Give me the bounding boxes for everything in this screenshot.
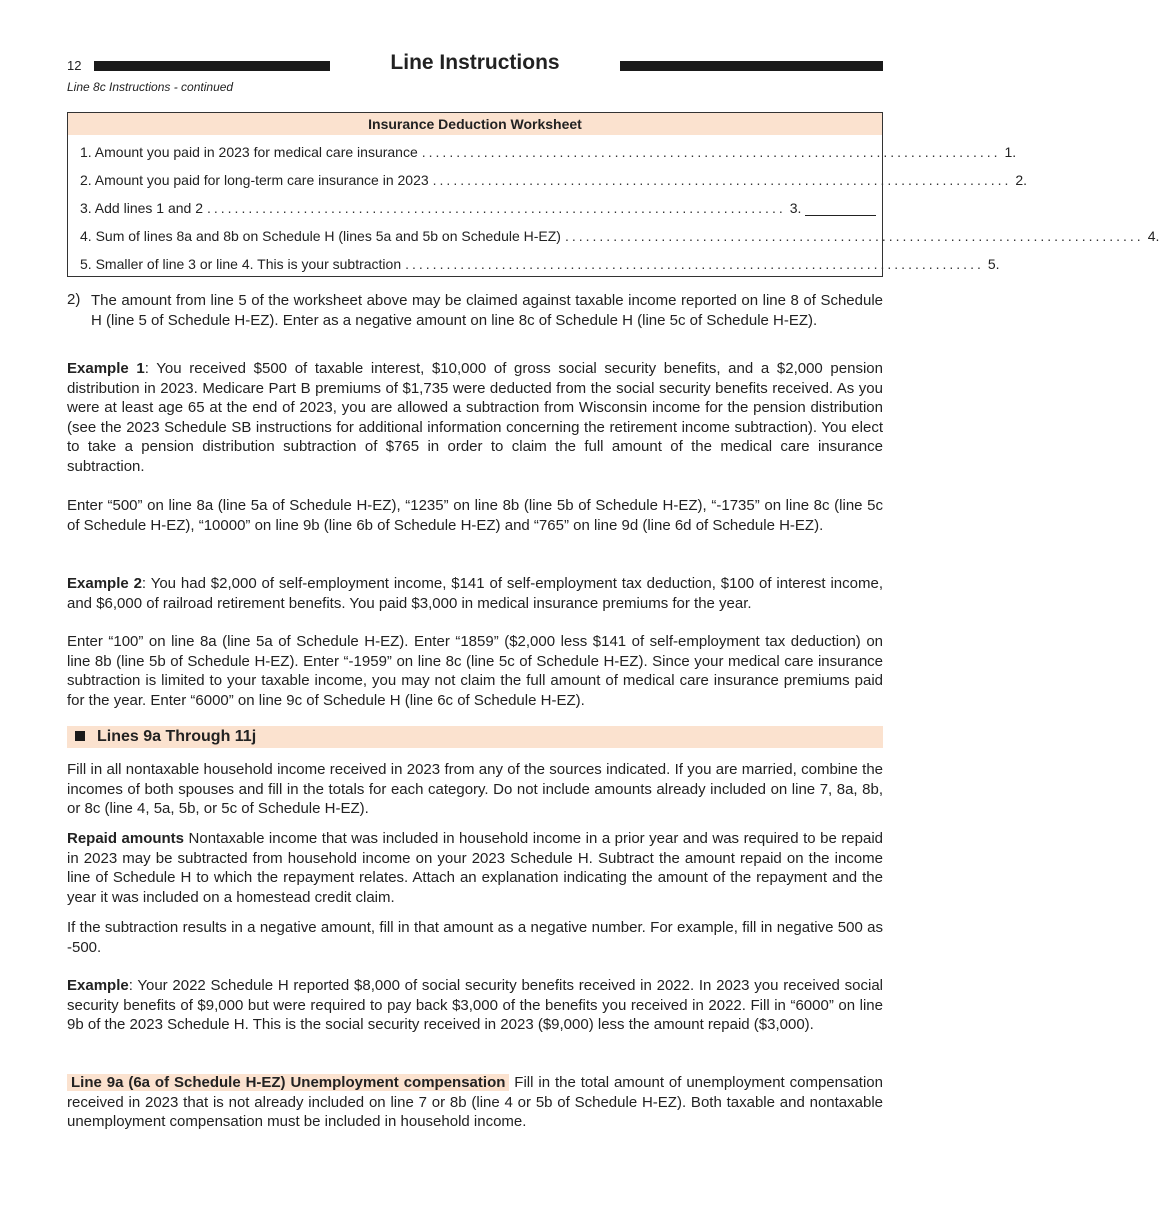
- negative-amount-paragraph: If the subtraction results in a negative amount, fill in that amount as a negative number. For example, fill in negative 500 as -500.: [67, 919, 883, 956]
- leader-dots: ....................................................................................: [432, 172, 1012, 188]
- line-9a-paragraph: [67, 1073, 883, 1132]
- item-number: 2): [67, 291, 81, 308]
- worksheet-row-number: 4.: [1147, 228, 1159, 244]
- page-title: Line Instructions: [390, 51, 560, 74]
- example-2-text: : You had $2,000 of self-employment income, $141 of self-employment tax deduction, $100 of interest income, and $6,000 of railroad retirement benefits. You paid $3,000 in medical insurance premiums for the year.: [67, 575, 883, 612]
- item-2-text: The amount from line 5 of the worksheet above may be claimed against taxable income reported on line 8 of Schedule H (line 5 of Schedule H-EZ). Enter as a negative amount on line 8c of Schedule H (line 5c of Schedule H-EZ).: [91, 292, 883, 329]
- repaid-amounts-label: Repaid amounts: [67, 830, 185, 847]
- worksheet-row-label: 1. Amount you paid in 2023 for medical care insurance: [80, 144, 418, 160]
- example-2-enter: Enter “100” on line 8a (line 5a of Schedule H-EZ). Enter “1859” ($2,000 less $141 of self-employment tax deduction) on line 8b (line 5b of Schedule H-EZ). Enter “-1959” on line 8c (line 5c of Schedule H-EZ). Since your medical care insurance subtraction is limited to your taxable income, you may not claim the full amount of medical care insurance premiums paid for the year. Enter “6000” on line 9c of Schedule H (line 6c of Schedule H-EZ).: [67, 633, 883, 709]
- example-1-enter: Enter “500” on line 8a (line 5a of Schedule H-EZ), “1235” on line 8b (line 5b of Schedule H-EZ), “-1735” on line 8c (line 5c of Schedule H-EZ), “10000” on line 9b (line 6b of Schedule H-EZ) and “765” on line 9d (line 6d of Schedule H-EZ).: [67, 497, 883, 534]
- line-9a-label: Line 9a (6a of Schedule H-EZ) Unemployment compensation: [67, 1074, 509, 1091]
- worksheet-row-2: [80, 168, 1028, 188]
- fill-in-paragraph: Fill in all nontaxable household income received in 2023 from any of the sources indicated. If you are married, combine the incomes of both spouses and fill in the totals for each category. Do not include amounts already included on line 7, 8a, 8b, or 8c (line 4, 5a, 5b, or 5c of Schedule H-EZ).: [67, 761, 883, 818]
- repaid-amounts-text: Nontaxable income that was included in household income in a prior year and was required to be repaid in 2023 may be subtracted from household income on your 2023 Schedule H. Subtract the amount repaid on the income line of Schedule H to which the repayment relates. Attach an explanation indicating the amount of the repayment and the year it was included on a homestead credit claim.: [67, 830, 884, 906]
- section-title: Lines 9a Through 11j: [97, 728, 257, 745]
- worksheet-row-number: 1.: [1004, 144, 1017, 160]
- example-2-label: Example 2: [67, 575, 142, 592]
- example-1-label: Example 1: [67, 360, 145, 377]
- header-rule-right: [620, 61, 883, 71]
- line-9a-text: Fill in the total amount of unemployment compensation received in 2023 that is not already included on line 7 or 8b (line 4 or 5b of Schedule H-EZ). Both taxable and nontaxable unemployment compensation must be included in household income.: [67, 1074, 883, 1131]
- worksheet-row-label: 5. Smaller of line 3 or line 4. This is your subtraction: [80, 256, 402, 272]
- section-heading: [67, 726, 883, 748]
- worksheet-row-number: 3.: [789, 200, 802, 216]
- worksheet-row-label: 4. Sum of lines 8a and 8b on Schedule H (lines 5a and 5b on Schedule H-EZ): [80, 228, 561, 244]
- worksheet-row-5: [80, 252, 1000, 272]
- worksheet-row-3: [80, 196, 876, 216]
- example-3-paragraph: [67, 976, 883, 1035]
- page-header: [67, 0, 883, 94]
- example-3-text: : Your 2022 Schedule H reported $8,000 of social security benefits received in 2022. In 2023 you received social security benefits of $9,000 but were required to pay back $3,000 of the benefits you received in 2022. Fill in “6000” on line 9b of the 2023 Schedule H. This is the social security received in 2023 ($9,000) less the amount repaid ($3,000).: [67, 977, 883, 1034]
- square-bullet-icon: [75, 731, 85, 741]
- worksheet-entry-line-3[interactable]: [805, 199, 876, 216]
- page: [67, 0, 1159, 1131]
- worksheet-row-label: 3. Add lines 1 and 2: [80, 200, 203, 216]
- worksheet-row-number: 2.: [1015, 172, 1028, 188]
- example-3-label: Example: [67, 977, 129, 994]
- example-1-text: : You received $500 of taxable interest, $10,000 of gross social security benefits, and a $2,000 pension distribution in 2023. Medicare Part B premiums of $1,735 were deducted from the social security benefits received. As you were at least age 65 at the end of 2023, you are allowed a subtraction from Wisconsin income for the pension distribution (see the 2023 Schedule SB instructions for additional information concerning the retirement income subtraction). You elect to take a pension distribution subtraction of $765 in order to claim the full amount of the medical care insurance subtraction.: [67, 360, 883, 475]
- example-1-paragraph: [67, 359, 883, 477]
- example-2-paragraph: [67, 574, 883, 613]
- worksheet-row-label: 2. Amount you paid for long-term care insurance in 2023: [80, 172, 429, 188]
- header-rule-left: [94, 61, 330, 71]
- worksheet-row-number: 5.: [987, 256, 1000, 272]
- leader-dots: ....................................................................................: [405, 256, 984, 272]
- page-subtitle: Line 8c Instructions - continued: [67, 80, 234, 94]
- repaid-amounts-paragraph: [67, 829, 883, 907]
- worksheet-title: Insurance Deduction Worksheet: [68, 113, 882, 135]
- insurance-deduction-worksheet: [67, 112, 1159, 277]
- leader-dots: ....................................................................................: [421, 144, 1001, 160]
- worksheet-row-1: [80, 140, 1017, 160]
- page-number: 12: [67, 58, 82, 73]
- leader-dots: ....................................................................................: [207, 200, 786, 216]
- worksheet-row-4: [80, 224, 1159, 244]
- leader-dots: ....................................................................................: [564, 228, 1144, 244]
